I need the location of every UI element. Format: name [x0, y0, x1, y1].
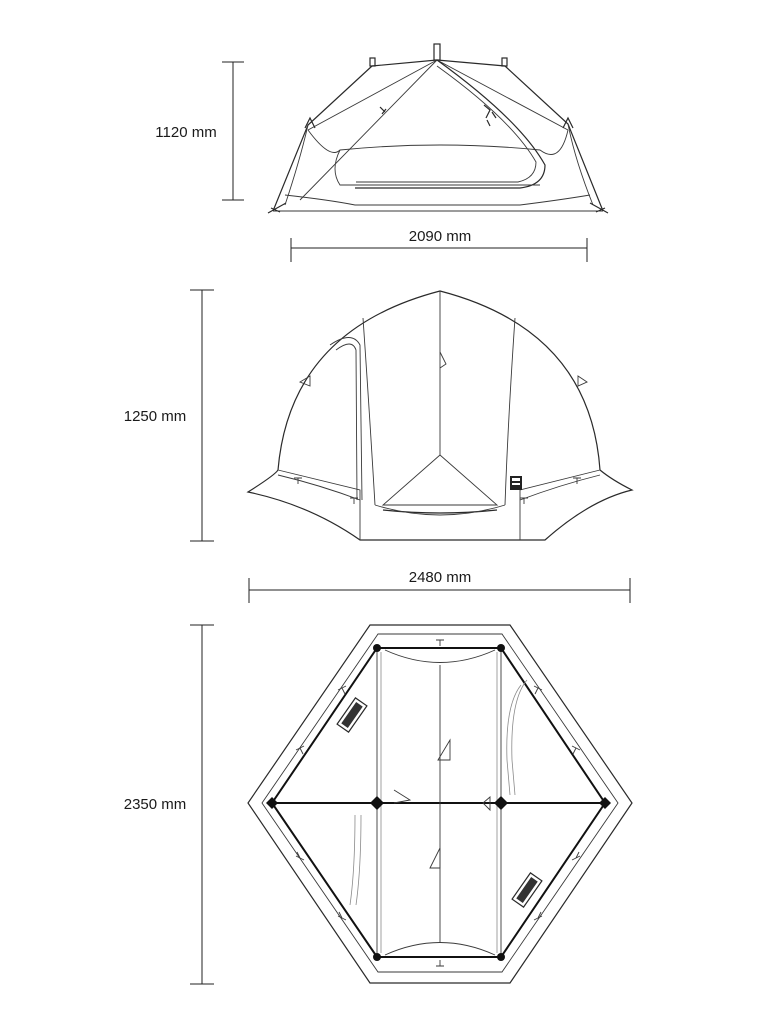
- top-view-depth-dimension: [190, 625, 214, 984]
- front-view-tent: [248, 291, 632, 540]
- side-view-height-dimension: [222, 62, 244, 200]
- top-view-tent: [248, 625, 632, 983]
- front-view-height-label: 1250 mm: [123, 408, 187, 425]
- front-view-width-label: 2480 mm: [408, 569, 472, 586]
- front-view: [124, 290, 632, 603]
- top-view: [124, 625, 632, 984]
- top-view-depth-label: 2350 mm: [123, 796, 187, 813]
- side-view: [155, 44, 608, 262]
- side-view-tent: [268, 44, 608, 213]
- side-view-height-label: 1120 mm: [155, 124, 217, 141]
- side-view-width-label: 2090 mm: [408, 228, 472, 245]
- front-view-height-dimension: [190, 290, 214, 541]
